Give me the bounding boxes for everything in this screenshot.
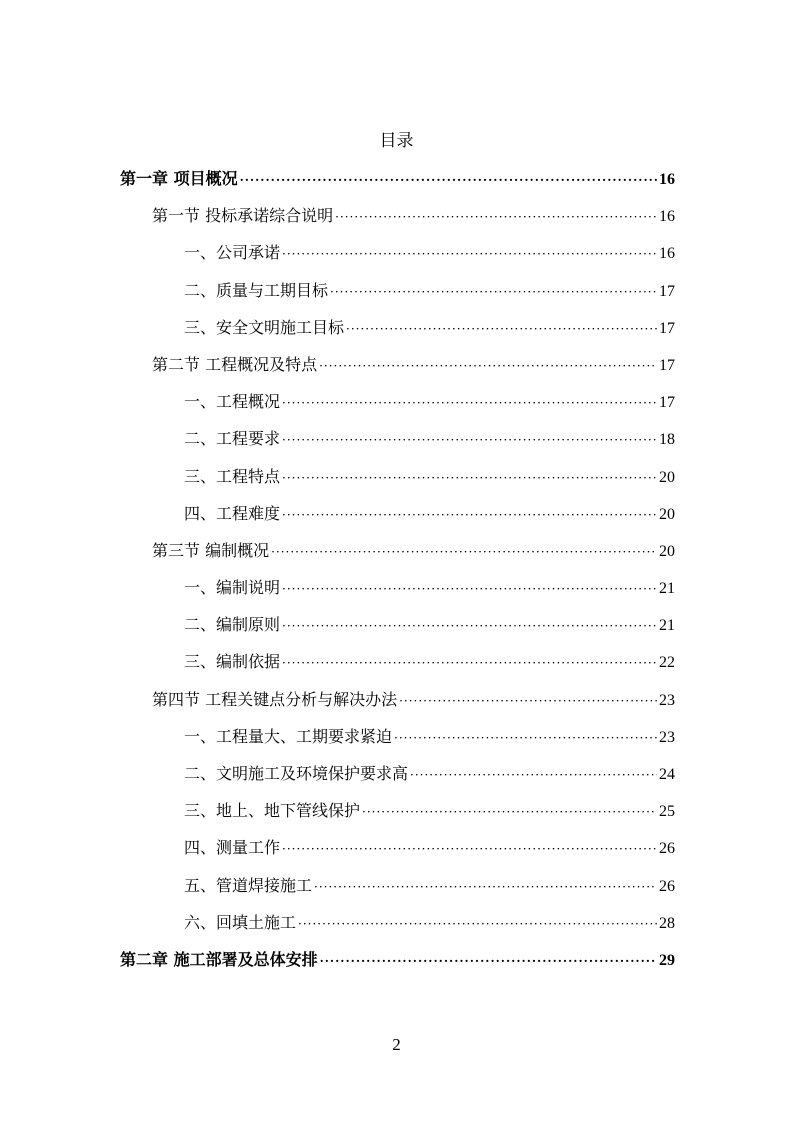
toc-entry-label: 二、文明施工及环境保护要求高 [184,764,409,783]
toc-entry-item[interactable] [120,309,675,346]
table-of-contents [120,160,675,978]
toc-entry-item[interactable] [120,606,675,643]
toc-entry-section[interactable] [120,681,675,718]
toc-entry-page: 23 [659,691,675,709]
toc-dot-leader [282,460,657,497]
toc-entry-section[interactable] [120,197,675,234]
toc-entry-item[interactable] [120,569,675,606]
toc-entry-section[interactable] [120,346,675,383]
toc-title: 目录 [379,131,414,151]
toc-entry-label: 三、编制依据 [184,652,281,672]
toc-entry-label: 二、编制原则 [184,615,281,635]
toc-entry-page: 22 [659,654,675,672]
toc-entry-page: 17 [659,356,675,374]
toc-entry-label: 六、回填土施工 [184,912,297,932]
toc-entry-label: 五、管道焊接施工 [184,875,313,895]
toc-entry-label: 第二章 施工部署及总体安排 [120,949,318,969]
toc-entry-item[interactable] [120,718,675,755]
toc-entry-page: 23 [659,728,675,746]
toc-entry-item[interactable] [120,829,675,866]
toc-entry-item[interactable] [120,867,675,904]
toc-entry-label: 四、工程难度 [184,503,281,523]
toc-entry-page: 17 [659,282,675,300]
toc-dot-leader [394,720,657,757]
toc-dot-leader [362,794,657,831]
toc-entry-label: 二、质量与工期目标 [184,280,329,300]
toc-entry-item[interactable] [120,383,675,420]
toc-dot-leader [282,831,657,868]
page-number: 2 [392,1035,401,1054]
toc-dot-leader [399,683,657,720]
toc-entry-page: 17 [659,394,675,412]
toc-entry-section[interactable] [120,532,675,569]
toc-entry-item[interactable] [120,792,675,829]
toc-entry-page: 16 [659,171,675,188]
toc-entry-label: 一、工程量大、工期要求紧迫 [184,726,393,746]
toc-entry-page: 29 [659,951,675,969]
toc-dot-leader [282,645,657,682]
toc-entry-page: 26 [659,877,675,895]
toc-entry-item[interactable] [120,420,675,457]
toc-entry-page: 20 [659,505,675,523]
toc-entry-item[interactable] [120,755,675,792]
toc-entry-label: 一、编制说明 [184,578,281,598]
toc-entry-label: 一、公司承诺 [184,243,281,263]
toc-dot-leader [320,943,657,980]
toc-dot-leader [410,757,657,794]
toc-entry-chapter[interactable] [120,160,675,197]
toc-dot-leader [346,311,657,348]
toc-dot-leader [282,422,657,459]
toc-entry-item[interactable] [120,495,675,532]
toc-dot-leader [282,571,657,608]
toc-dot-leader [314,869,657,906]
toc-entry-label: 三、地上、地下管线保护 [184,801,361,821]
toc-dot-leader [319,348,657,385]
toc-entry-page: 16 [659,208,675,226]
toc-dot-leader [330,274,657,311]
toc-entry-item[interactable] [120,643,675,680]
toc-dot-leader [282,608,657,645]
toc-entry-label: 三、工程特点 [184,466,281,486]
toc-dot-leader [298,906,657,943]
toc-entry-page: 20 [659,468,675,486]
toc-entry-page: 21 [659,617,675,635]
toc-entry-label: 第四节 工程关键点分析与解决办法 [152,689,398,709]
toc-dot-leader [282,497,657,534]
toc-dot-leader [335,199,657,236]
toc-entry-label: 第一节 投标承诺综合说明 [152,206,334,226]
toc-entry-label: 四、测量工作 [184,838,281,858]
toc-entry-chapter[interactable] [120,941,675,978]
toc-entry-page: 25 [659,803,675,821]
toc-entry-label: 第三节 编制概况 [152,540,270,560]
toc-entry-label: 第一章 项目概况 [120,169,238,188]
toc-entry-page: 20 [659,542,675,560]
toc-entry-page: 28 [659,914,675,932]
toc-entry-page: 21 [659,580,675,598]
toc-entry-item[interactable] [120,272,675,309]
toc-dot-leader [271,534,657,571]
toc-entry-page: 17 [659,319,675,337]
toc-entry-page: 18 [659,431,675,449]
toc-entry-label: 一、工程概况 [184,392,281,412]
toc-dot-leader [282,385,657,422]
toc-entry-page: 24 [659,766,675,783]
toc-entry-page: 26 [659,840,675,858]
toc-entry-item[interactable] [120,458,675,495]
toc-entry-item[interactable] [120,234,675,271]
toc-entry-label: 二、工程要求 [184,429,281,449]
toc-entry-item[interactable] [120,904,675,941]
toc-dot-leader [240,162,657,199]
toc-dot-leader [282,236,657,273]
toc-entry-label: 第二节 工程概况及特点 [152,354,318,374]
toc-entry-page: 16 [659,245,675,263]
toc-entry-label: 三、安全文明施工目标 [184,317,345,337]
